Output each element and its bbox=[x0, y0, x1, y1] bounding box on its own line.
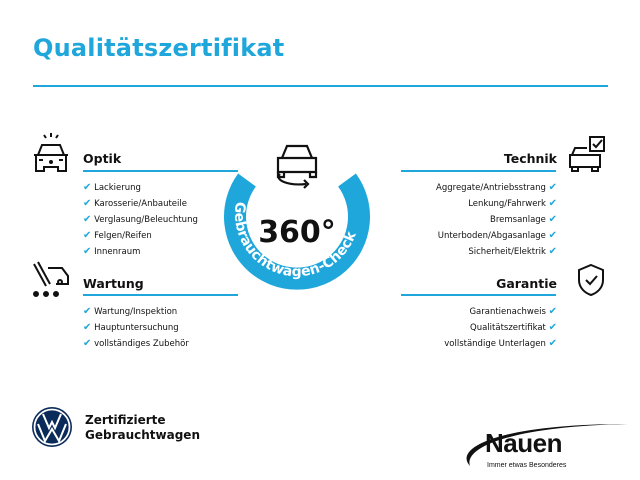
wartung-list bbox=[83, 304, 189, 352]
check-icon: ✔ bbox=[548, 182, 557, 193]
technik-heading: Technik bbox=[503, 151, 557, 166]
check-icon: ✔ bbox=[83, 322, 92, 333]
check-icon: ✔ bbox=[548, 338, 557, 349]
page-title: Qualitätszertifikat bbox=[33, 34, 285, 62]
technik-list bbox=[436, 180, 557, 260]
check-icon: ✔ bbox=[83, 338, 92, 349]
list-item: ✔ Hauptuntersuchung bbox=[83, 322, 179, 333]
check-icon: ✔ bbox=[548, 306, 557, 317]
vw-certified-text: Zertifizierte Gebrauchtwagen bbox=[85, 413, 200, 442]
optik-heading: Optik bbox=[83, 151, 122, 166]
list-item: vollständige Unterlagen ✔ bbox=[444, 338, 557, 349]
list-item: ✔ Lackierung bbox=[83, 182, 141, 193]
optik-list bbox=[83, 180, 198, 260]
car-lights-icon bbox=[30, 133, 72, 175]
wartung-divider bbox=[83, 294, 238, 296]
garantie-heading: Garantie bbox=[496, 276, 557, 291]
vw-logo bbox=[30, 405, 74, 449]
wartung-heading: Wartung bbox=[83, 276, 144, 291]
check-icon: ✔ bbox=[83, 306, 92, 317]
list-item: ✔ Verglasung/Beleuchtung bbox=[83, 214, 198, 225]
check-icon: ✔ bbox=[83, 182, 92, 193]
check-icon: ✔ bbox=[83, 198, 92, 209]
check-icon: ✔ bbox=[83, 214, 92, 225]
optik-divider bbox=[83, 170, 238, 172]
check-icon: ✔ bbox=[548, 322, 557, 333]
check-icon: ✔ bbox=[548, 246, 557, 257]
technik-divider bbox=[401, 170, 556, 172]
check-icon: ✔ bbox=[548, 230, 557, 241]
check-icon: ✔ bbox=[83, 230, 92, 241]
garantie-list bbox=[444, 304, 557, 352]
shield-check-icon bbox=[576, 263, 606, 297]
list-item: ✔ Wartung/Inspektion bbox=[83, 306, 178, 317]
degree-number: 360° bbox=[258, 215, 336, 250]
list-item: Lenkung/Fahrwerk ✔ bbox=[468, 198, 557, 209]
list-item: ✔ Innenraum bbox=[83, 246, 141, 257]
list-item: Unterboden/Abgasanlage ✔ bbox=[437, 230, 557, 241]
check-icon: ✔ bbox=[548, 214, 557, 225]
car-check-icon bbox=[568, 135, 610, 175]
list-item: Sicherheit/Elektrik ✔ bbox=[468, 246, 557, 257]
list-item: Bremsanlage ✔ bbox=[490, 214, 557, 225]
list-item: Qualitätszertifikat ✔ bbox=[470, 322, 557, 333]
garantie-divider bbox=[401, 294, 556, 296]
dealer-logo: Nauen bbox=[485, 428, 562, 458]
dealer-slogan: Immer etwas Besonderes bbox=[487, 462, 567, 469]
list-item: ✔ vollständiges Zubehör bbox=[83, 338, 189, 349]
arc-text: Gebrauchtwagen-Check bbox=[230, 200, 360, 281]
list-item: Garantienachweis ✔ bbox=[469, 306, 557, 317]
check-icon: ✔ bbox=[548, 198, 557, 209]
list-item: Aggregate/Antriebsstrang ✔ bbox=[436, 182, 557, 193]
list-item: ✔ Karosserie/Anbauteile bbox=[83, 198, 187, 209]
list-item: ✔ Felgen/Reifen bbox=[83, 230, 152, 241]
car-rotate-icon bbox=[278, 146, 316, 188]
check-360-badge bbox=[222, 130, 372, 300]
check-icon: ✔ bbox=[83, 246, 92, 257]
divider bbox=[33, 85, 608, 87]
service-truck-icon bbox=[30, 260, 72, 298]
